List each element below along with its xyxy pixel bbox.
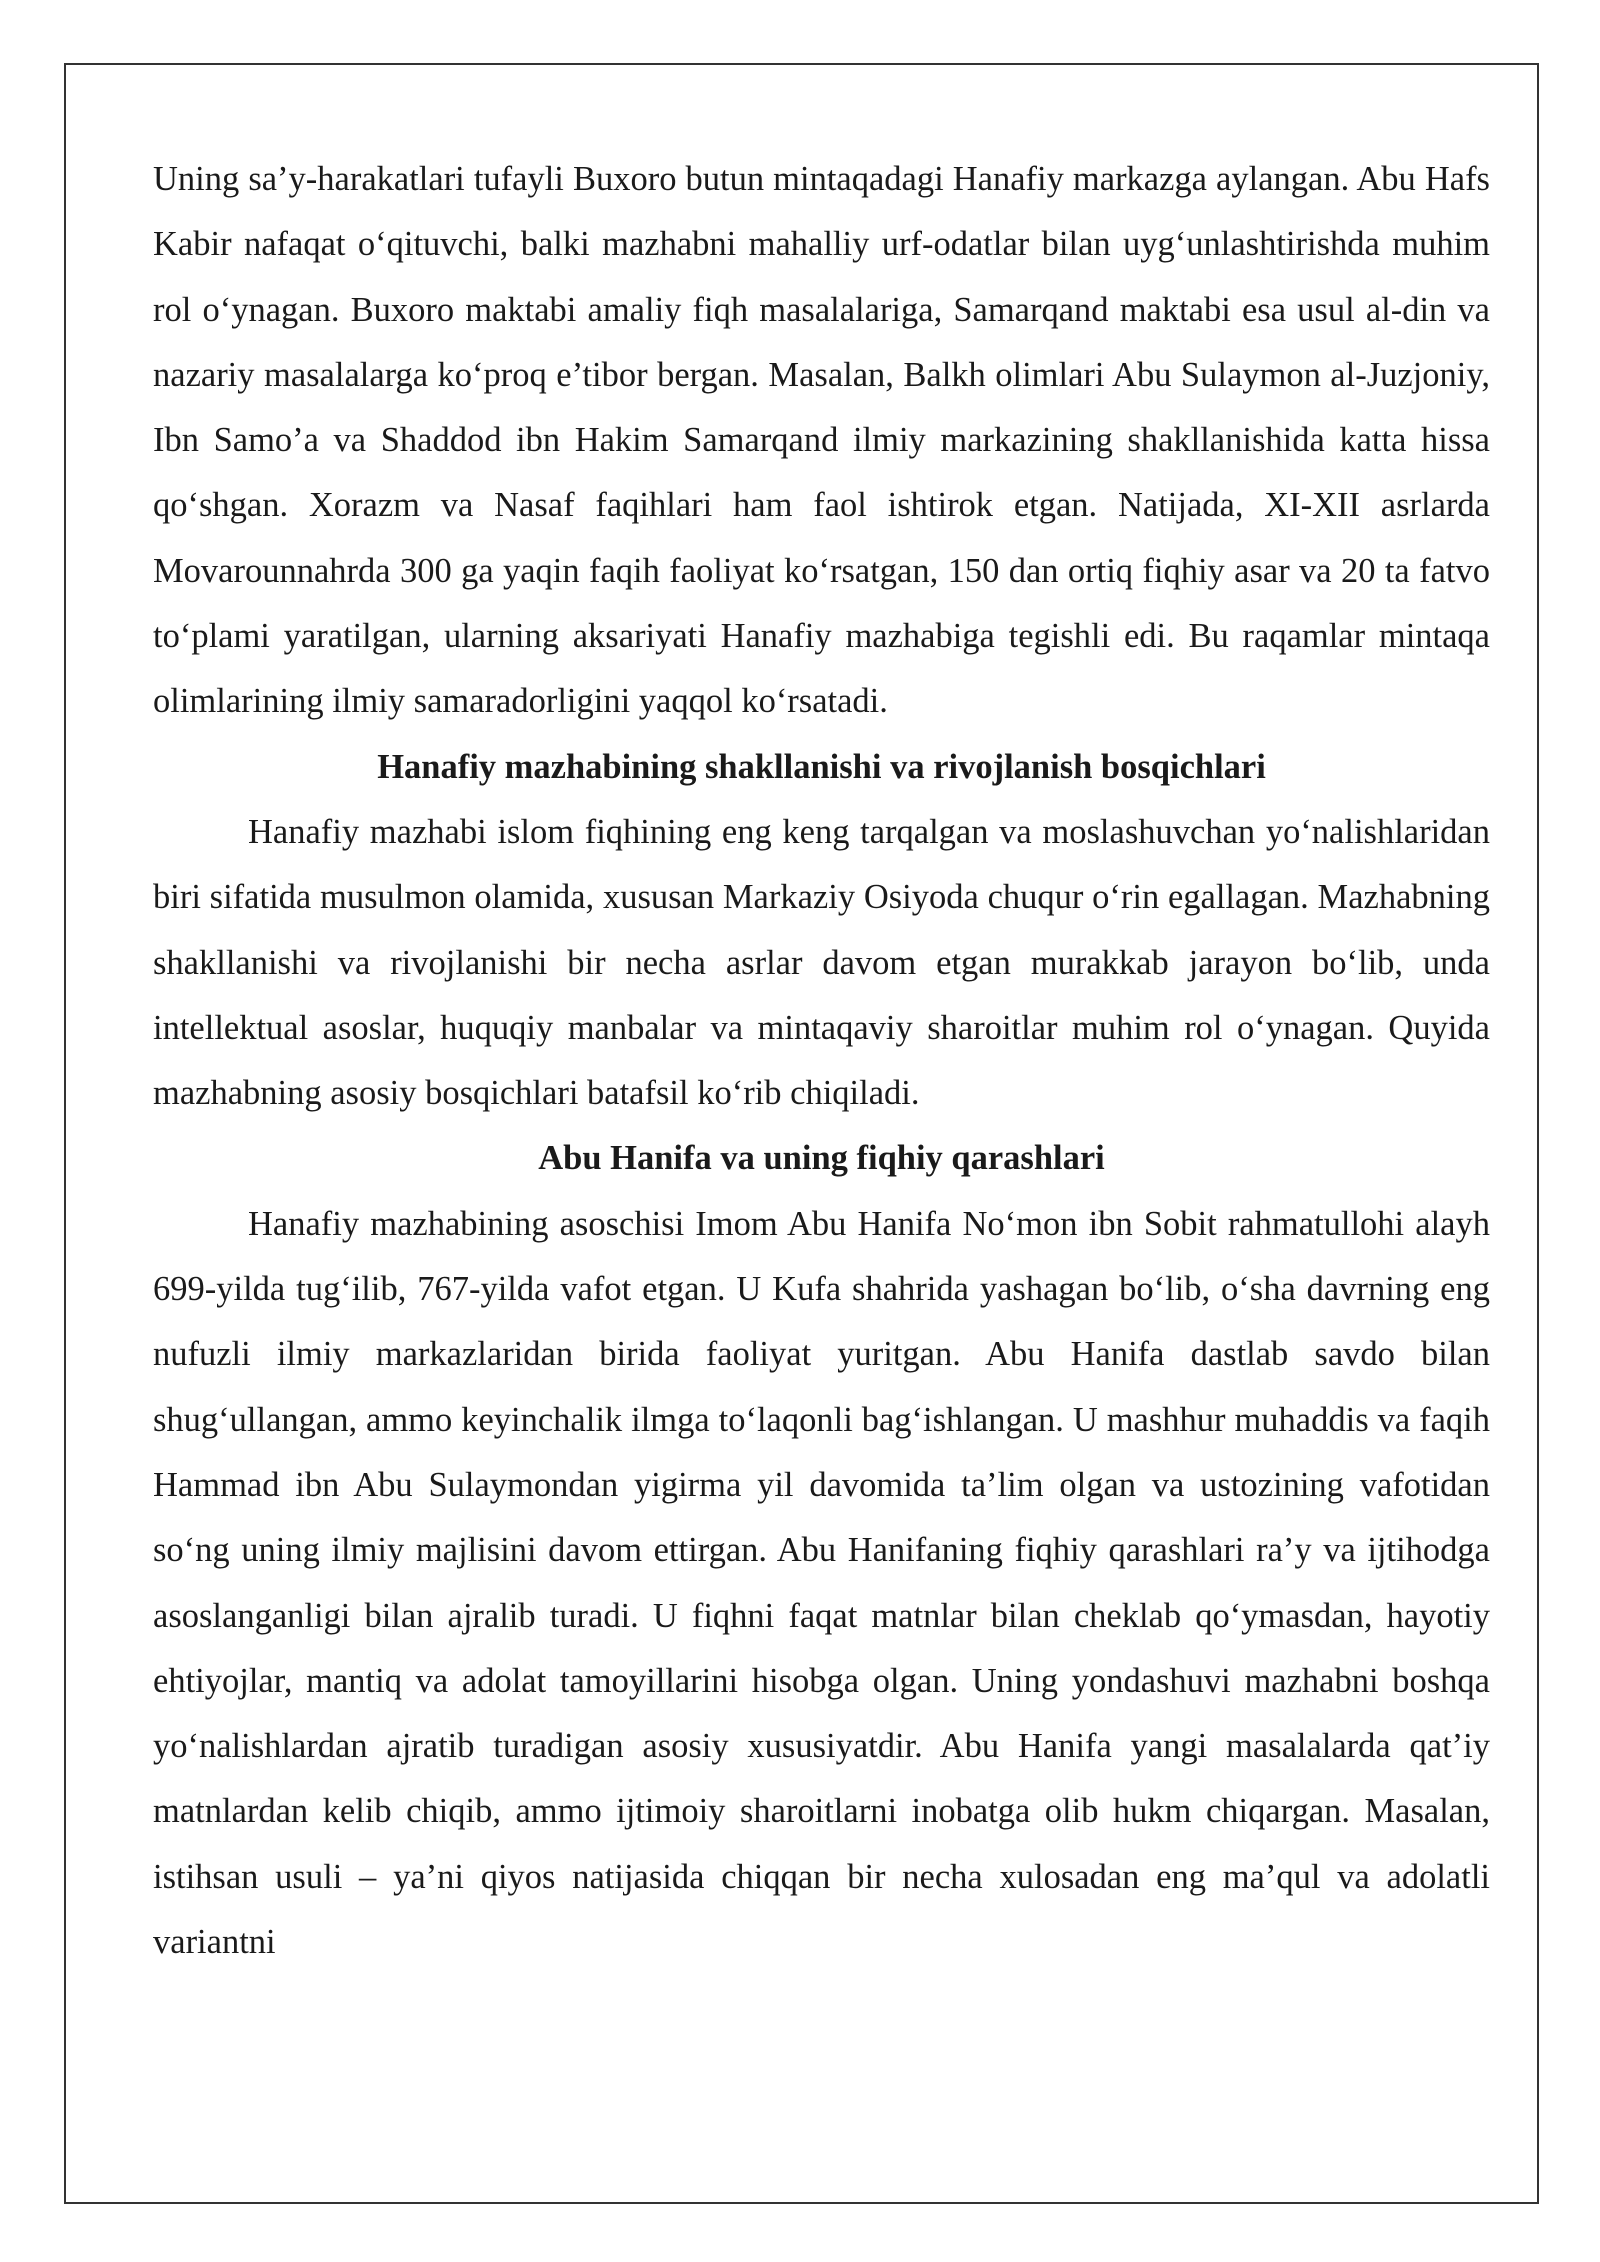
section-heading-hanafi-stages: Hanafiy mazhabining shakllanishi va rivojlanish bosqichlari <box>377 747 1266 786</box>
paragraph-hanafi-intro: Hanafiy mazhabi islom fiqhining eng keng tarqalgan va moslashuvchan yo‘nalishlaridan biri sifatida musulmon olamida, xususan Markaziy Osiyoda chuqur o‘rin egallagan. Mazhabning shakllanishi va rivojlanishi bir necha asrlar davom etgan murakkab jarayon bo‘lib, unda intellektual asoslar, huquqiy manbalar va mintaqaviy sharoitlar muhim rol o‘ynagan. Quyida mazhabning asosiy bosqichlari batafsil ko‘rib chiqiladi. <box>153 812 1490 1113</box>
paragraph-continuation: Uning sa’y-harakatlari tufayli Buxoro butun mintaqadagi Hanafiy markazga aylangan. Abu Hafs Kabir nafaqat o‘qituvchi, balki mazhabni mahalliy urf-odatlar bilan uyg‘unlashtirishda muhim rol o‘ynagan. Buxoro maktabi amaliy fiqh masalalariga, Samarqand maktabi esa usul al-din va nazariy masalalarga ko‘proq e’tibor bergan. Masalan, Balkh olimlari Abu Sulaymon al-Juzjoniy, Ibn Samo’a va Shaddod ibn Hakim Samarqand ilmiy markazining shakllanishida katta hissa qo‘shgan. Xorazm va Nasaf faqihlari ham faol ishtirok etgan. Natijada, XI-XII asrlarda Movarounnahrda 300 ga yaqin faqih faoliyat ko‘rsatgan, 150 dan ortiq fiqhiy asar va 20 ta fatvo to‘plami yaratilgan, ularning aksariyati Hanafiy mazhabiga tegishli edi. Bu raqamlar mintaqa olimlarining ilmiy samaradorligini yaqqol ko‘rsatadi. <box>153 160 1490 721</box>
document-body <box>153 147 1490 1975</box>
paragraph-abu-hanifa: Hanafiy mazhabining asoschisi Imom Abu Hanifa No‘mon ibn Sobit rahmatullohi alayh 699-yilda tug‘ilib, 767-yilda vafot etgan. U Kufa shahrida yashagan bo‘lib, o‘sha davrning eng nufuzli ilmiy markazlaridan birida faoliyat yuritgan. Abu Hanifa dastlab savdo bilan shug‘ullangan, ammo keyinchalik ilmga to‘laqonli bag‘ishlangan. U mashhur muhaddis va faqih Hammad ibn Abu Sulaymondan yigirma yil davomida ta’lim olgan va ustozining vafotidan so‘ng uning ilmiy majlisini davom ettirgan. Abu Hanifaning fiqhiy qarashlari ra’y va ijtihodga asoslanganligi bilan ajralib turadi. U fiqhni faqat matnlar bilan cheklab qo‘ymasdan, hayotiy ehtiyojlar, mantiq va adolat tamoyillarini hisobga olgan. Uning yondashuvi mazhabni boshqa yo‘nalishlardan ajratib turadigan asosiy xususiyatdir. Abu Hanifa yangi masalalarda qat’iy matnlardan kelib chiqib, ammo ijtimoiy sharoitlarni inobatga olib hukm chiqargan. Masalan, istihsan usuli – ya’ni qiyos natijasida chiqqan bir necha xulosadan eng ma’qul va adolatli variantni <box>153 1204 1490 1962</box>
section-heading-abu-hanifa: Abu Hanifa va uning fiqhiy qarashlari <box>538 1139 1105 1178</box>
